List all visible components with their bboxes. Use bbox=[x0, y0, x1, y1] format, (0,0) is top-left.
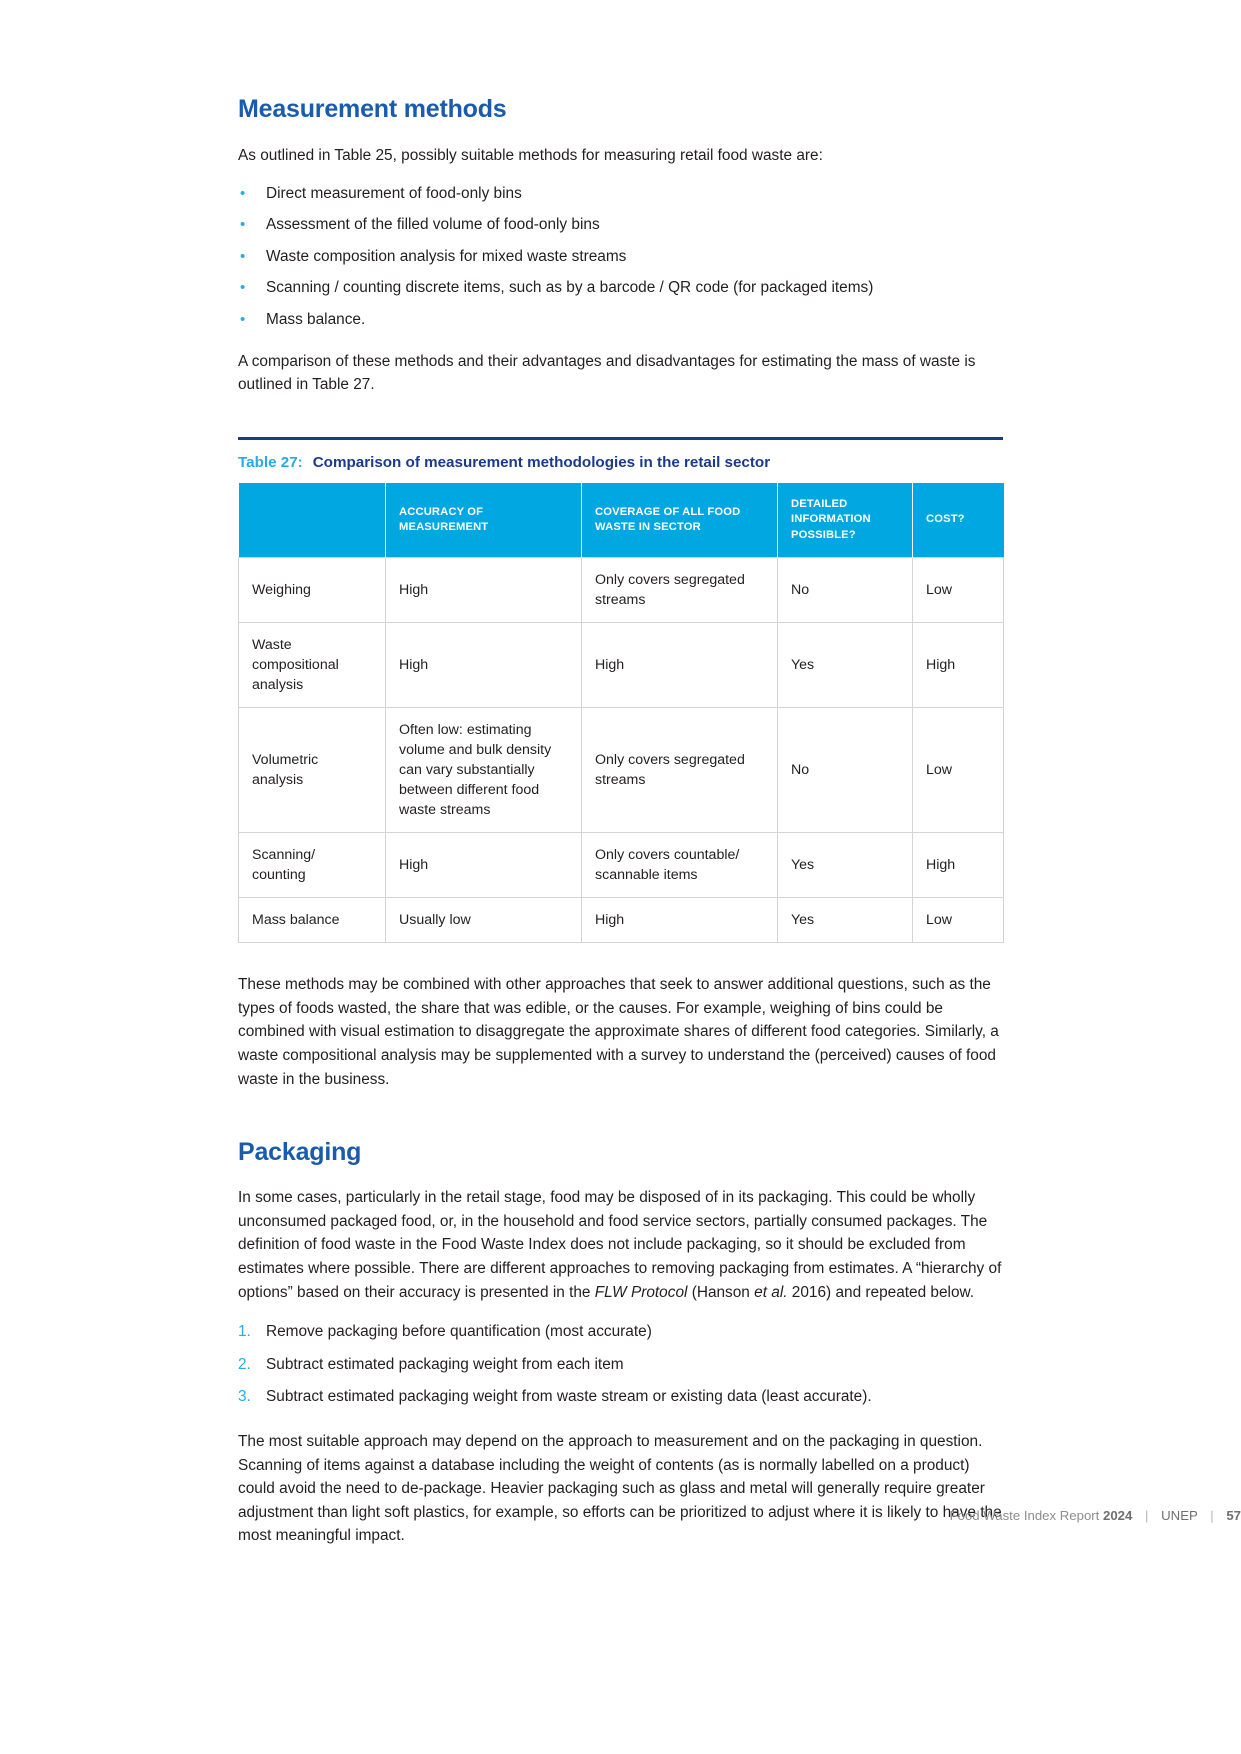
table-caption-number: Table 27: bbox=[238, 453, 303, 471]
bullet-dot-icon: • bbox=[240, 184, 246, 202]
cell-detailed-info: Yes bbox=[778, 833, 913, 898]
bullet-dot-icon: • bbox=[240, 247, 246, 265]
table-row bbox=[239, 833, 1004, 898]
packaging-para-part-c: 2016) and repeated below. bbox=[787, 1283, 975, 1301]
cell-accuracy: Often low: estimating volume and bulk density can vary substantially between different food waste streams bbox=[386, 708, 582, 833]
list-item-label: Scanning / counting discrete items, such as by a barcode / QR code (for packaged items) bbox=[266, 279, 874, 297]
cell-cost: Low bbox=[913, 558, 1004, 623]
cell-cost: High bbox=[913, 623, 1004, 708]
cell-cost: Low bbox=[913, 708, 1004, 833]
table-top-rule bbox=[238, 437, 1003, 440]
packaging-hierarchy-list bbox=[238, 1320, 1003, 1409]
cell-coverage: Only covers segregated streams bbox=[582, 708, 778, 833]
table-row bbox=[239, 558, 1004, 623]
table-caption bbox=[238, 454, 1003, 471]
footer-year: 2024 bbox=[1103, 1508, 1133, 1523]
footer-separator: | bbox=[1210, 1508, 1214, 1523]
page-title-packaging: Packaging bbox=[238, 1138, 362, 1167]
list-item-label: Assessment of the filled volume of food-only bins bbox=[266, 216, 600, 234]
list-item bbox=[238, 276, 1003, 300]
column-header-method bbox=[239, 483, 386, 558]
cell-coverage: Only covers countable/ scannable items bbox=[582, 833, 778, 898]
et-al-italic: et al. bbox=[754, 1283, 788, 1301]
list-item bbox=[238, 182, 1003, 206]
list-item-number: 3. bbox=[238, 1388, 251, 1406]
measurement-methods-list bbox=[238, 182, 1003, 332]
list-item-label: Subtract estimated packaging weight from each item bbox=[266, 1355, 624, 1373]
bullet-dot-icon: • bbox=[240, 279, 246, 297]
cell-accuracy: High bbox=[386, 833, 582, 898]
cell-detailed-info: Yes bbox=[778, 623, 913, 708]
list-item-number: 2. bbox=[238, 1355, 251, 1373]
cell-accuracy: High bbox=[386, 623, 582, 708]
table-caption-title: Comparison of measurement methodologies in the retail sector bbox=[312, 453, 771, 471]
packaging-para-part-a: In some cases, particularly in the retail stage, food may be disposed of in its packaging. This could be wholly unconsumed packaged food, or, in the household and food service sectors, partially consumed packages. The definition of food waste in the Food Waste Index does not include packaging, so it should be excluded from estimates where possible. There are different approaches to removing packaging from estimates. A “hierarchy of options” based on their accuracy is presented in the bbox=[238, 1189, 1002, 1301]
cell-accuracy: Usually low bbox=[386, 898, 582, 943]
methods-combination-paragraph: These methods may be combined with other approaches that seek to answer additional questions, such as the types of foods wasted, the share that was edible, or the causes. For example, weighing of bins could be combined with visual estimation to disaggregate the approximate shares of different food categories. Similarly, a waste compositional analysis may be supplemented with a survey to understand the (perceived) causes of food waste in the business. bbox=[238, 976, 999, 1088]
cell-detailed-info: No bbox=[778, 708, 913, 833]
list-item-label: Direct measurement of food-only bins bbox=[266, 184, 522, 202]
bullet-dot-icon: • bbox=[240, 310, 246, 328]
footer-report-title: Food Waste Index Report bbox=[949, 1508, 1100, 1523]
list-item bbox=[238, 1320, 1003, 1344]
cell-coverage: High bbox=[582, 898, 778, 943]
cell-detailed-info: No bbox=[778, 558, 913, 623]
list-item bbox=[238, 1353, 1003, 1377]
packaging-intro-paragraph bbox=[238, 1186, 1003, 1304]
table-row bbox=[239, 898, 1004, 943]
list-item-label: Waste composition analysis for mixed waste streams bbox=[266, 247, 627, 265]
list-item-label: Mass balance. bbox=[266, 310, 366, 328]
column-header-cost: COST? bbox=[913, 483, 1004, 558]
footer-organization: UNEP bbox=[1161, 1508, 1198, 1523]
cell-cost: High bbox=[913, 833, 1004, 898]
table-row bbox=[239, 623, 1004, 708]
cell-coverage: Only covers segregated streams bbox=[582, 558, 778, 623]
cell-method: Waste compositional analysis bbox=[239, 623, 386, 708]
table-27-block bbox=[238, 437, 1003, 944]
list-item bbox=[238, 213, 1003, 237]
page-title-measurement-methods: Measurement methods bbox=[238, 95, 507, 123]
list-item bbox=[238, 245, 1003, 269]
list-item-label: Subtract estimated packaging weight from waste stream or existing data (least accurate). bbox=[266, 1388, 872, 1406]
packaging-para-part-b: (Hanson bbox=[687, 1283, 755, 1301]
page-content bbox=[238, 0, 1241, 1548]
column-header-detailed-info: DETAILED INFORMATION POSSIBLE? bbox=[778, 483, 913, 558]
column-header-accuracy: ACCURACY OF MEASUREMENT bbox=[386, 483, 582, 558]
flw-protocol-italic: FLW Protocol bbox=[594, 1283, 688, 1301]
table-row bbox=[239, 708, 1004, 833]
cell-method: Mass balance bbox=[239, 898, 386, 943]
cell-detailed-info: Yes bbox=[778, 898, 913, 943]
column-header-coverage: COVERAGE OF ALL FOOD WASTE IN SECTOR bbox=[582, 483, 778, 558]
list-item bbox=[238, 308, 1003, 332]
table-header-row bbox=[239, 483, 1004, 558]
cell-method: Scanning/ counting bbox=[239, 833, 386, 898]
list-item-number: 1. bbox=[238, 1323, 251, 1341]
cell-cost: Low bbox=[913, 898, 1004, 943]
cell-method: Volumetric analysis bbox=[239, 708, 386, 833]
list-item bbox=[238, 1385, 1003, 1409]
cell-accuracy: High bbox=[386, 558, 582, 623]
page-footer bbox=[238, 1508, 1241, 1523]
cell-method: Weighing bbox=[239, 558, 386, 623]
cell-coverage: High bbox=[582, 623, 778, 708]
footer-separator: | bbox=[1145, 1508, 1149, 1523]
footer-page-number: 57 bbox=[1226, 1508, 1241, 1523]
packaging-approach-paragraph: The most suitable approach may depend on the approach to measurement and on the packaging in question. Scanning of items against a database including the weight of contents (as is normally labelled on a product) could avoid the need to de-package. Heavier packaging such as glass and metal will generally require greater adjustment than light soft plastics, for example, so efforts can be prioritized to adjust where it is likely to have the most meaningful impact. bbox=[238, 1432, 1002, 1545]
comparison-table bbox=[238, 483, 1004, 944]
table-reference-paragraph: A comparison of these methods and their advantages and disadvantages for estimating the mass of waste is outlined in Table 27. bbox=[238, 352, 976, 394]
measurement-intro-paragraph: As outlined in Table 25, possibly suitable methods for measuring retail food waste are: bbox=[238, 147, 823, 164]
bullet-dot-icon: • bbox=[240, 216, 246, 234]
list-item-label: Remove packaging before quantification (most accurate) bbox=[266, 1323, 652, 1341]
